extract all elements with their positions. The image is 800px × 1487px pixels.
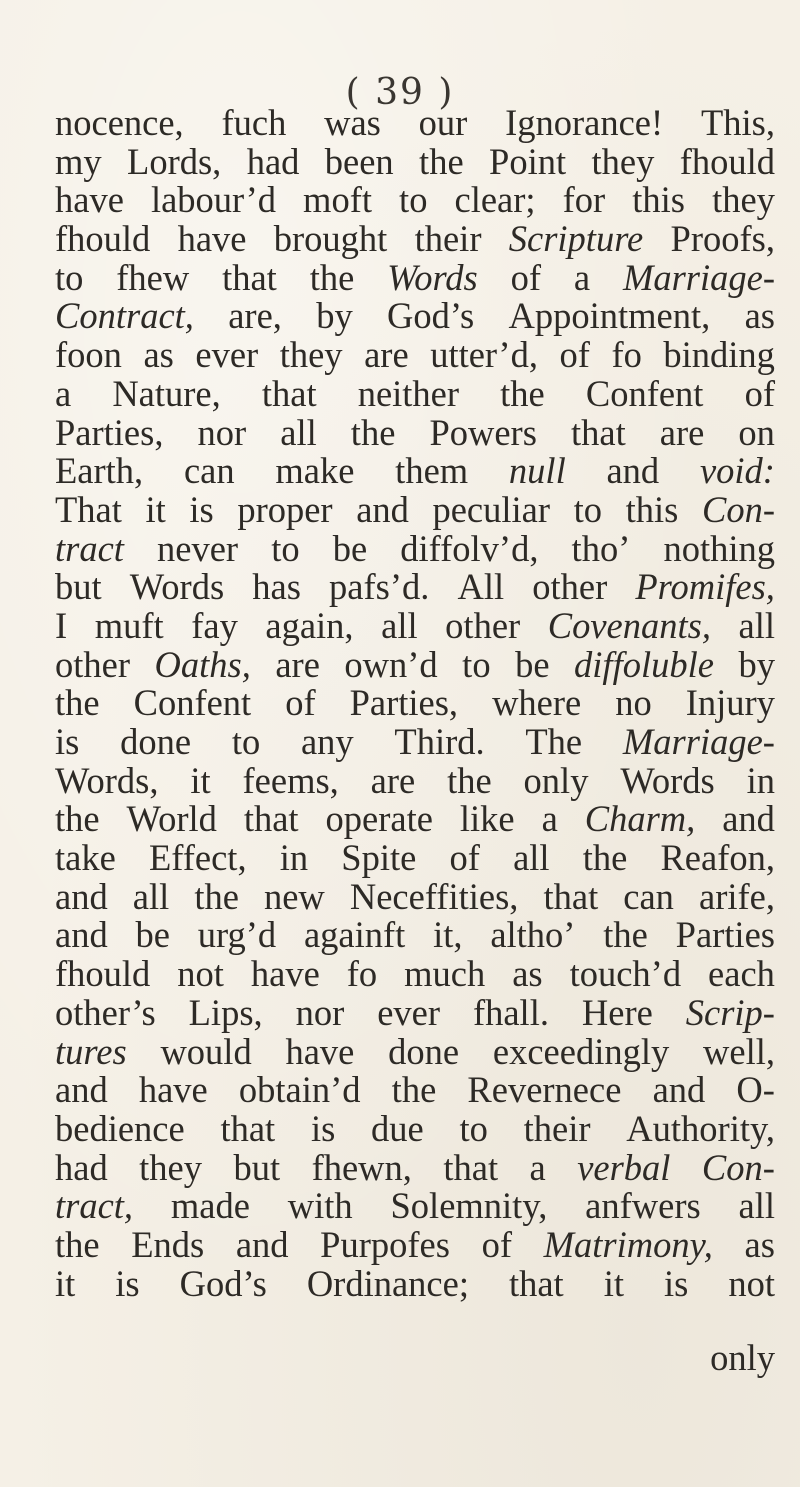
word: void: — [699, 450, 775, 492]
word: fo — [611, 334, 642, 376]
word: of — [285, 682, 316, 724]
word: where — [492, 682, 582, 724]
word: clear; — [454, 179, 536, 221]
word: of — [449, 837, 480, 879]
word: due — [371, 1107, 424, 1149]
word: Nature, — [112, 372, 221, 414]
word: operate — [325, 798, 433, 840]
word: peculiar — [432, 488, 551, 530]
word: only — [523, 759, 589, 801]
word: the — [55, 1223, 100, 1265]
word: Revernece — [467, 1069, 622, 1111]
word: that — [508, 1262, 564, 1304]
word: fhall. — [472, 991, 549, 1033]
word: they — [712, 179, 775, 221]
word: diffolv’d, — [400, 527, 539, 569]
word: Confent — [585, 372, 704, 414]
word: Neceffities, — [349, 875, 519, 917]
word: that — [543, 875, 599, 917]
word: bedience — [55, 1107, 185, 1149]
text-line — [55, 916, 775, 955]
word: proper — [237, 488, 333, 530]
text-line — [55, 1071, 775, 1110]
text-line — [55, 336, 775, 375]
word: are, — [228, 295, 282, 337]
word: fo — [346, 953, 378, 995]
word: Ordinance; — [306, 1262, 469, 1304]
word: Contract, — [55, 295, 194, 337]
word: tho’ — [571, 527, 631, 569]
word: Point — [489, 140, 567, 182]
word: ever — [377, 991, 441, 1033]
word: Injury — [685, 682, 775, 724]
text-line — [55, 297, 775, 336]
word: Marriage- — [622, 721, 775, 762]
word: to — [55, 256, 84, 298]
word: I — [55, 604, 68, 646]
word: Words — [387, 256, 478, 298]
word: again, — [265, 604, 354, 646]
word: and — [55, 1069, 108, 1111]
word: binding — [663, 334, 775, 376]
word: God’s — [387, 295, 475, 337]
body-text — [55, 104, 775, 1303]
word: all — [381, 604, 418, 646]
word: brought — [273, 218, 388, 260]
catchword: only — [710, 1337, 775, 1378]
word: as — [744, 1223, 775, 1265]
word: by — [316, 295, 353, 337]
word: all — [738, 1185, 775, 1227]
word: fuch — [221, 102, 287, 143]
word: not — [728, 1262, 775, 1304]
word: urg’d — [197, 914, 277, 956]
word: Here — [581, 991, 653, 1033]
word: it — [145, 488, 166, 530]
word: had — [246, 140, 300, 182]
word: the — [391, 1069, 437, 1111]
text-line — [55, 684, 775, 723]
word: Matrimony, — [543, 1223, 713, 1265]
word: they — [279, 334, 343, 376]
word: are — [364, 334, 409, 376]
word: Scripture — [508, 218, 644, 260]
word: are — [659, 411, 705, 453]
text-line — [55, 372, 775, 414]
word: be — [515, 643, 550, 685]
word: as — [143, 334, 174, 376]
word: is — [115, 1262, 140, 1304]
word: the — [55, 682, 100, 724]
word: nothing — [663, 527, 775, 569]
word: altho’ — [490, 914, 576, 956]
word: null — [508, 450, 566, 492]
text-line — [55, 452, 775, 491]
word: have — [177, 218, 247, 260]
word: muft — [94, 604, 164, 646]
word: to — [231, 721, 261, 762]
word: as — [744, 295, 775, 337]
word: of — [510, 256, 542, 298]
word: tures — [55, 1030, 127, 1072]
word: arife, — [699, 875, 775, 917]
word: any — [300, 721, 354, 762]
word: All — [457, 566, 505, 608]
word: tract, — [55, 1185, 134, 1227]
page-number: ( 39 ) — [345, 72, 455, 113]
word: World — [126, 798, 217, 840]
word: feems, — [242, 759, 339, 801]
text-line — [55, 411, 775, 453]
word: is — [189, 488, 214, 530]
word: has — [252, 566, 301, 608]
text-line — [55, 527, 775, 569]
text-line — [55, 839, 775, 878]
word: are — [370, 759, 416, 801]
word: obtain’d — [238, 1069, 361, 1111]
text-line — [55, 488, 775, 530]
word: be — [332, 527, 368, 569]
word: to — [271, 527, 300, 569]
word: Spite — [341, 837, 417, 879]
word: fhould — [55, 953, 151, 995]
word: moft — [303, 179, 372, 221]
word: foon — [55, 334, 122, 376]
text-line — [55, 1107, 775, 1149]
text-line — [55, 991, 775, 1033]
word: is — [663, 1262, 689, 1304]
word: can — [623, 875, 674, 917]
word: the — [582, 837, 628, 879]
word: their — [414, 218, 482, 260]
word: the — [55, 798, 100, 840]
word: this — [625, 488, 679, 530]
word: Words, — [55, 759, 159, 801]
word: other — [532, 566, 608, 608]
word: of — [744, 372, 775, 414]
word: againft — [303, 914, 406, 956]
text-line — [55, 955, 775, 994]
word: nor — [295, 991, 345, 1033]
word: to — [399, 179, 428, 221]
word: and — [722, 798, 775, 840]
word: Oaths, — [154, 643, 251, 685]
text-line — [55, 723, 775, 762]
word: that — [222, 256, 277, 298]
word: all — [280, 411, 317, 453]
word: make — [275, 450, 355, 492]
word: that — [570, 411, 626, 453]
word: This, — [700, 102, 775, 143]
word: be — [135, 914, 170, 956]
word: a — [55, 372, 72, 414]
word: but — [233, 1146, 281, 1188]
word: them — [395, 450, 469, 492]
word: fhould — [55, 218, 151, 260]
word: other — [445, 604, 521, 646]
word: God’s — [179, 1262, 267, 1304]
word: take — [55, 837, 116, 879]
word: that — [261, 372, 317, 414]
word: it — [55, 1262, 76, 1304]
word: my — [55, 140, 102, 182]
word: of — [481, 1223, 512, 1265]
word: and — [55, 914, 108, 956]
text-line — [55, 604, 775, 646]
word: have — [55, 179, 124, 221]
word: the — [194, 875, 239, 917]
word: neither — [357, 372, 460, 414]
word: it — [603, 1262, 624, 1304]
word: labour’d — [150, 179, 276, 221]
text-line — [55, 1223, 775, 1265]
word: fay — [191, 604, 238, 646]
text-line — [55, 1187, 775, 1226]
word: Powers — [429, 411, 537, 453]
word: that — [443, 1146, 499, 1188]
word: each — [708, 953, 775, 995]
word: Ignorance! — [505, 102, 664, 143]
word: is — [55, 721, 80, 762]
word: like — [459, 798, 515, 840]
word: touch’d — [569, 953, 682, 995]
word: the — [500, 372, 545, 414]
word: have — [250, 953, 320, 995]
word: Covenants, — [547, 604, 711, 646]
word: Earth, — [55, 450, 144, 492]
word: made — [170, 1185, 250, 1227]
word: with — [287, 1185, 353, 1227]
word: nocence, — [55, 102, 184, 143]
word: Charm, — [584, 798, 696, 840]
word: can — [183, 450, 235, 492]
word: and — [356, 488, 409, 530]
word: had — [55, 1146, 108, 1188]
text-line — [55, 643, 775, 685]
word: ever — [195, 334, 259, 376]
word: Lords, — [127, 140, 222, 182]
word: they — [591, 140, 655, 182]
word: and — [652, 1069, 706, 1111]
word: for — [562, 179, 606, 221]
word: the — [309, 256, 355, 298]
word: done — [120, 721, 192, 762]
word: anfwers — [585, 1185, 701, 1227]
word: O- — [736, 1069, 775, 1111]
text-line — [55, 104, 775, 143]
word: all — [513, 837, 550, 879]
word: is — [310, 1107, 336, 1149]
text-line — [55, 1030, 775, 1072]
word: and — [55, 875, 108, 917]
word: would — [160, 1030, 252, 1072]
word: Con- — [701, 488, 775, 530]
word: are — [275, 643, 320, 685]
word: that — [243, 798, 299, 840]
word: on — [738, 411, 775, 453]
word: much — [404, 953, 486, 995]
word: new — [263, 875, 325, 917]
text-line — [55, 875, 775, 917]
word: never — [157, 527, 239, 569]
word: Third. — [394, 721, 485, 762]
word: Words — [129, 566, 225, 608]
text-line — [55, 568, 775, 607]
word: pafs’d. — [329, 566, 430, 608]
word: Scrip- — [685, 991, 775, 1033]
word: That — [55, 488, 122, 530]
word: Ends — [131, 1223, 205, 1265]
word: as — [512, 953, 543, 995]
word: it, — [433, 914, 463, 956]
word: that — [220, 1107, 276, 1149]
word: other — [55, 643, 130, 685]
word: the — [419, 140, 464, 182]
text-line — [55, 800, 775, 839]
word: exceedingly — [492, 1030, 670, 1072]
word: utter’d, — [430, 334, 538, 376]
word: Effect, — [148, 837, 247, 879]
text-line — [55, 759, 775, 801]
word: this — [632, 179, 685, 221]
word: Lips, — [188, 991, 263, 1033]
word: Parties — [675, 914, 775, 956]
word: Con- — [701, 1146, 775, 1188]
word: other’s — [55, 991, 156, 1033]
word: Solemnity, — [390, 1185, 548, 1227]
word: they — [139, 1146, 202, 1188]
word: nor — [197, 411, 247, 453]
word: a — [541, 798, 558, 840]
word: fhew — [116, 256, 190, 298]
word: no — [615, 682, 652, 724]
word: done — [388, 1030, 460, 1072]
word: Authority, — [626, 1107, 775, 1149]
word: and — [235, 1223, 289, 1265]
word: in — [746, 759, 775, 801]
word: to — [459, 1107, 488, 1149]
word: Marriage- — [622, 256, 775, 298]
word: Confent — [133, 682, 252, 724]
word: all — [132, 875, 170, 917]
word: the — [603, 914, 648, 956]
word: their — [523, 1107, 591, 1149]
word: have — [138, 1069, 208, 1111]
word: fhewn, — [311, 1146, 412, 1188]
word: was — [324, 102, 381, 143]
word: own’d — [344, 643, 438, 685]
word: in — [279, 837, 309, 879]
word: Words — [620, 759, 715, 801]
text-line — [55, 1146, 775, 1188]
word: by — [738, 643, 775, 685]
word: verbal — [577, 1146, 671, 1188]
word: our — [418, 102, 468, 143]
word: the — [447, 759, 492, 801]
word: fhould — [679, 140, 775, 182]
word: to — [462, 643, 491, 685]
word: but — [55, 566, 102, 608]
word: Parties, — [349, 682, 459, 724]
word: Proofs, — [670, 218, 775, 260]
word: Purpofes — [320, 1223, 450, 1265]
text-line — [55, 256, 775, 298]
word: to — [573, 488, 603, 530]
word: the — [350, 411, 396, 453]
word: diffoluble — [574, 643, 714, 685]
word: it — [190, 759, 211, 801]
word: all — [738, 604, 775, 646]
text-line — [55, 1262, 775, 1304]
word: Appointment, — [508, 295, 711, 337]
word: not — [177, 953, 224, 995]
text-line — [55, 181, 775, 220]
word: The — [525, 721, 583, 762]
word: Promifes, — [635, 566, 775, 608]
word: a — [529, 1146, 546, 1188]
text-line — [55, 140, 775, 182]
word: of — [559, 334, 590, 376]
word: been — [324, 140, 394, 182]
word: a — [573, 256, 591, 298]
word: Parties, — [55, 411, 164, 453]
word: well, — [703, 1030, 775, 1072]
word: Reafon, — [660, 837, 775, 879]
word: have — [285, 1030, 355, 1072]
text-line — [55, 220, 775, 259]
word: and — [606, 450, 660, 492]
word: tract — [55, 527, 124, 569]
